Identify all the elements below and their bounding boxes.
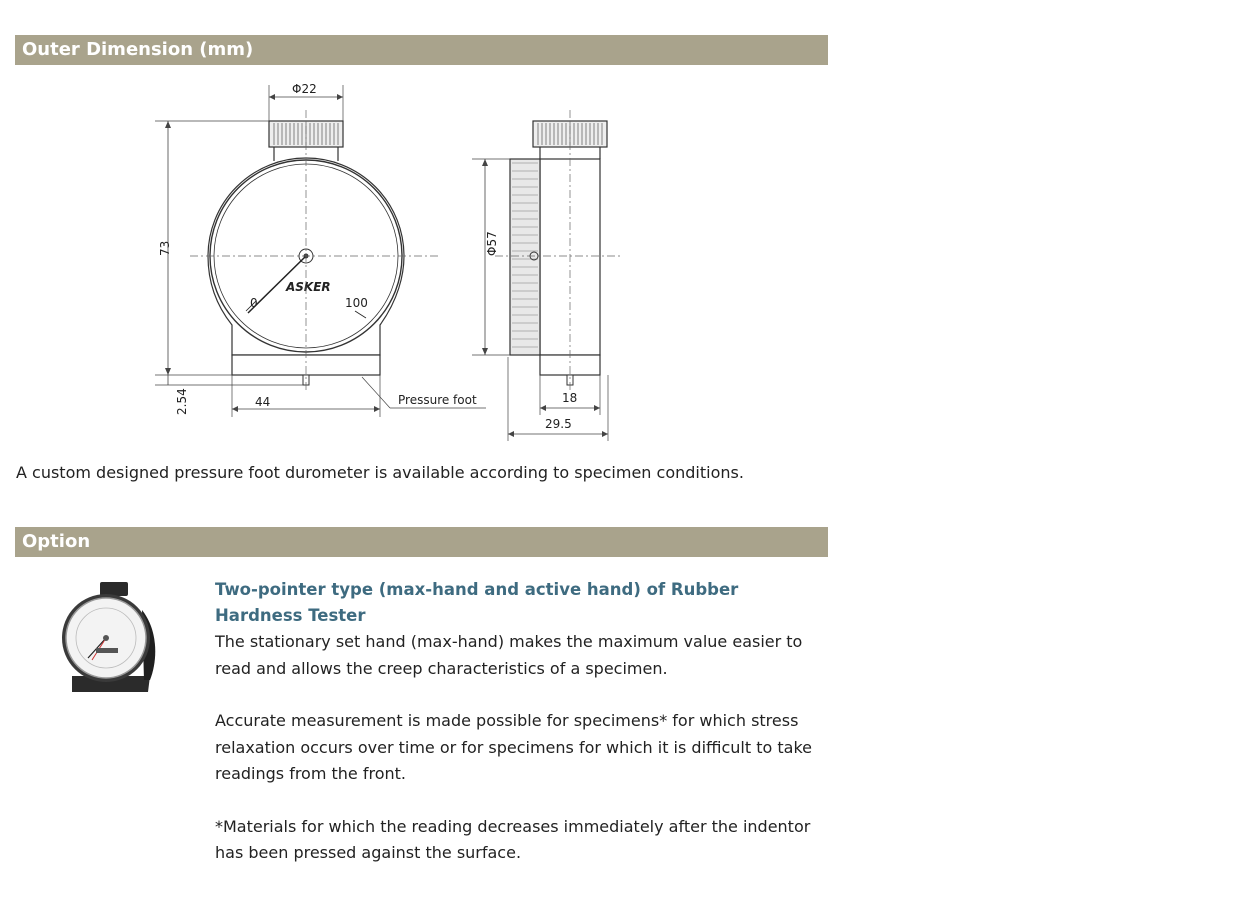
dim-base-width: 44 <box>255 395 271 409</box>
dial-hundred-label: 100 <box>345 296 368 310</box>
dim-body-diameter: Φ57 <box>485 231 499 256</box>
dial-zero-label: 0 <box>250 296 258 310</box>
option-description <box>215 577 830 893</box>
dim-total-depth: 29.5 <box>545 417 572 431</box>
dim-top-diameter: Φ22 <box>292 82 317 96</box>
option-header: Option <box>15 527 828 557</box>
two-pointer-tester-photo <box>58 580 168 698</box>
option-title: Two-pointer type (max-hand and active hand) of Rubber Hardness Tester <box>215 580 739 625</box>
outer-dimension-header: Outer Dimension (mm) <box>15 35 828 65</box>
option-paragraph: The stationary set hand (max-hand) makes the maximum value easier to read and allows the creep characteristics of a specimen. <box>215 632 803 678</box>
asker-logo: ASKER <box>286 280 331 294</box>
dim-foot-offset: 2.54 <box>175 388 189 415</box>
dimension-drawing <box>150 75 630 445</box>
dim-side-width: 18 <box>562 391 578 405</box>
option-paragraph: *Materials for which the reading decreases immediately after the indentor has been pressed against the surface. <box>215 816 811 862</box>
option-paragraph: Accurate measurement is made possible for specimens* for which stress relaxation occurs over time or for specimens for which it is difficult to take readings from the front. <box>215 711 812 783</box>
pressure-foot-label: Pressure foot <box>398 393 477 407</box>
custom-foot-note: A custom designed pressure foot durometer is available according to specimen conditions. <box>16 463 744 482</box>
dim-height: 73 <box>158 240 172 256</box>
